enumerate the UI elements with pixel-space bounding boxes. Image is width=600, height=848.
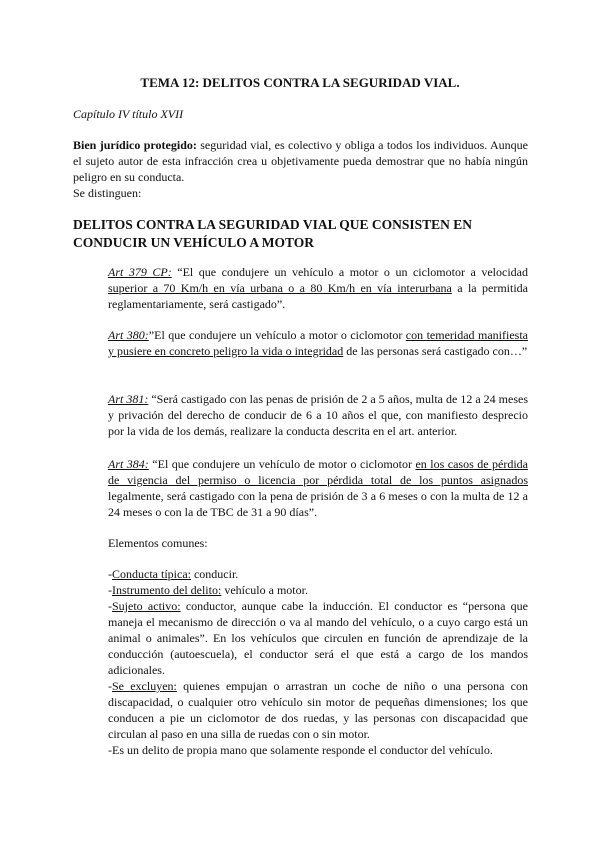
article-text: a la permitida reglamentariamente, será castigado”. [108, 281, 528, 311]
article-380 [108, 327, 528, 359]
article-text: ”El que condujere un vehículo a motor o ciclomotor [148, 328, 406, 342]
chapter-reference: Capítulo IV título XVII [73, 107, 184, 121]
article-381 [108, 391, 528, 439]
elements-list [108, 566, 528, 758]
section-heading: DELITOS CONTRA LA SEGURIDAD VIAL QUE CONSISTEN EN CONDUCIR UN VEHÍCULO A MOTOR [73, 217, 472, 250]
list-item: -Instrumento del delito: vehículo a motor. [108, 583, 308, 597]
element-text: conductor, aunque cabe la inducción. El conductor es “persona que maneja el mecanismo de dirección o va al mando del vehículo, o a cuyo cargo está un animal o animales”. En los vehículos que circulen en función de aprendizaje de la conducción (autoescuela), el conductor será el que está a cargo de los mandos adicionales. [108, 599, 528, 677]
article-text: de las personas será castigado con…” [343, 344, 528, 358]
list-item: -Conducta típica: conducir. [108, 567, 239, 581]
common-elements-heading: Elementos comunes: [108, 536, 208, 550]
element-text: conducir. [190, 567, 239, 581]
intro-label: Bien jurídico protegido: [73, 138, 197, 152]
list-item [108, 742, 528, 758]
distinguish-text: Se distinguen: [73, 186, 142, 200]
intro-text: seguridad vial, es colectivo y obliga a todos los individuos. Aunque el sujeto autor de esta infracción crea u objetivamente pueda demostrar que no había ningún peligro en su conducta. [73, 138, 528, 184]
article-379 [108, 264, 528, 312]
article-underlined: en los casos de pérdida de vigencia del permiso o licencia por pérdida total de los puntos asignados [108, 457, 528, 487]
element-label: Se excluyen: [112, 679, 177, 693]
article-ref: Art 380: [108, 328, 149, 342]
list-item: -Sujeto activo: conductor, aunque cabe la inducción. El conductor es “persona que maneja el mecanismo de dirección o va al mando del vehículo, o a cuyo cargo está un animal o animales”. En los vehículos que circulen en función de aprendizaje de la conducción (autoescuela), el conductor será el que está a cargo de los mandos adicionales. [108, 599, 528, 677]
article-text: legalmente, será castigado con la pena de prisión de 3 a 6 meses o con la multa de 12 a 24 meses o con la de TBC de 31 a 90 días”. [108, 489, 528, 519]
article-ref: Art 384: [108, 457, 149, 471]
article-text: “El que condujere un vehículo a motor o un ciclomotor a velocidad [171, 265, 528, 279]
article-ref: Art 379 CP: [108, 265, 172, 279]
article-text: “Será castigado con las penas de prisión de 2 a 5 años, multa de 12 a 24 meses y privación del derecho de conducir de 6 a 10 años el que, con manifiesto desprecio por la vida de los demás, realizare la conducta descrita en el art. anterior. [108, 392, 528, 438]
element-label: Conducta típica: [112, 567, 191, 581]
list-item: -Se excluyen: quienes empujan o arrastran un coche de niño o una persona con discapacidad, o cualquier otro vehículo sin motor de pequeñas dimensiones; los que conducen a pie un ciclomotor de dos ruedas, y las personas con discapacidad que circulan al paso en una silla de ruedas con o sin motor. [108, 679, 528, 741]
element-text: quienes empujan o arrastran un coche de niño o una persona con discapacidad, o cualquier otro vehículo sin motor de pequeñas dimensiones; los que conducen a pie un ciclomotor de dos ruedas, y las personas con discapacidad que circulan al paso en una silla de ruedas con o sin motor. [108, 679, 528, 741]
document-title: TEMA 12: DELITOS CONTRA LA SEGURIDAD VIAL. [140, 75, 460, 90]
element-label: Sujeto activo: [112, 599, 181, 613]
article-underlined: con temeridad manifiesta y pusiere en concreto peligro la vida o integridad [108, 328, 528, 358]
element-text: vehículo a motor. [221, 583, 308, 597]
article-underlined: superior a 70 Km/h en vía urbana o a 80 Km/h en vía interurbana [108, 281, 452, 295]
element-label: Instrumento del delito: [112, 583, 222, 597]
article-ref: Art 381: [108, 392, 149, 406]
element-text: -Es un delito de propia mano que solamente responde el conductor del vehículo. [108, 743, 493, 757]
article-text: “El que condujere un vehículo de motor o ciclomotor [148, 457, 416, 471]
intro-paragraph [73, 137, 528, 201]
article-384 [108, 456, 528, 520]
